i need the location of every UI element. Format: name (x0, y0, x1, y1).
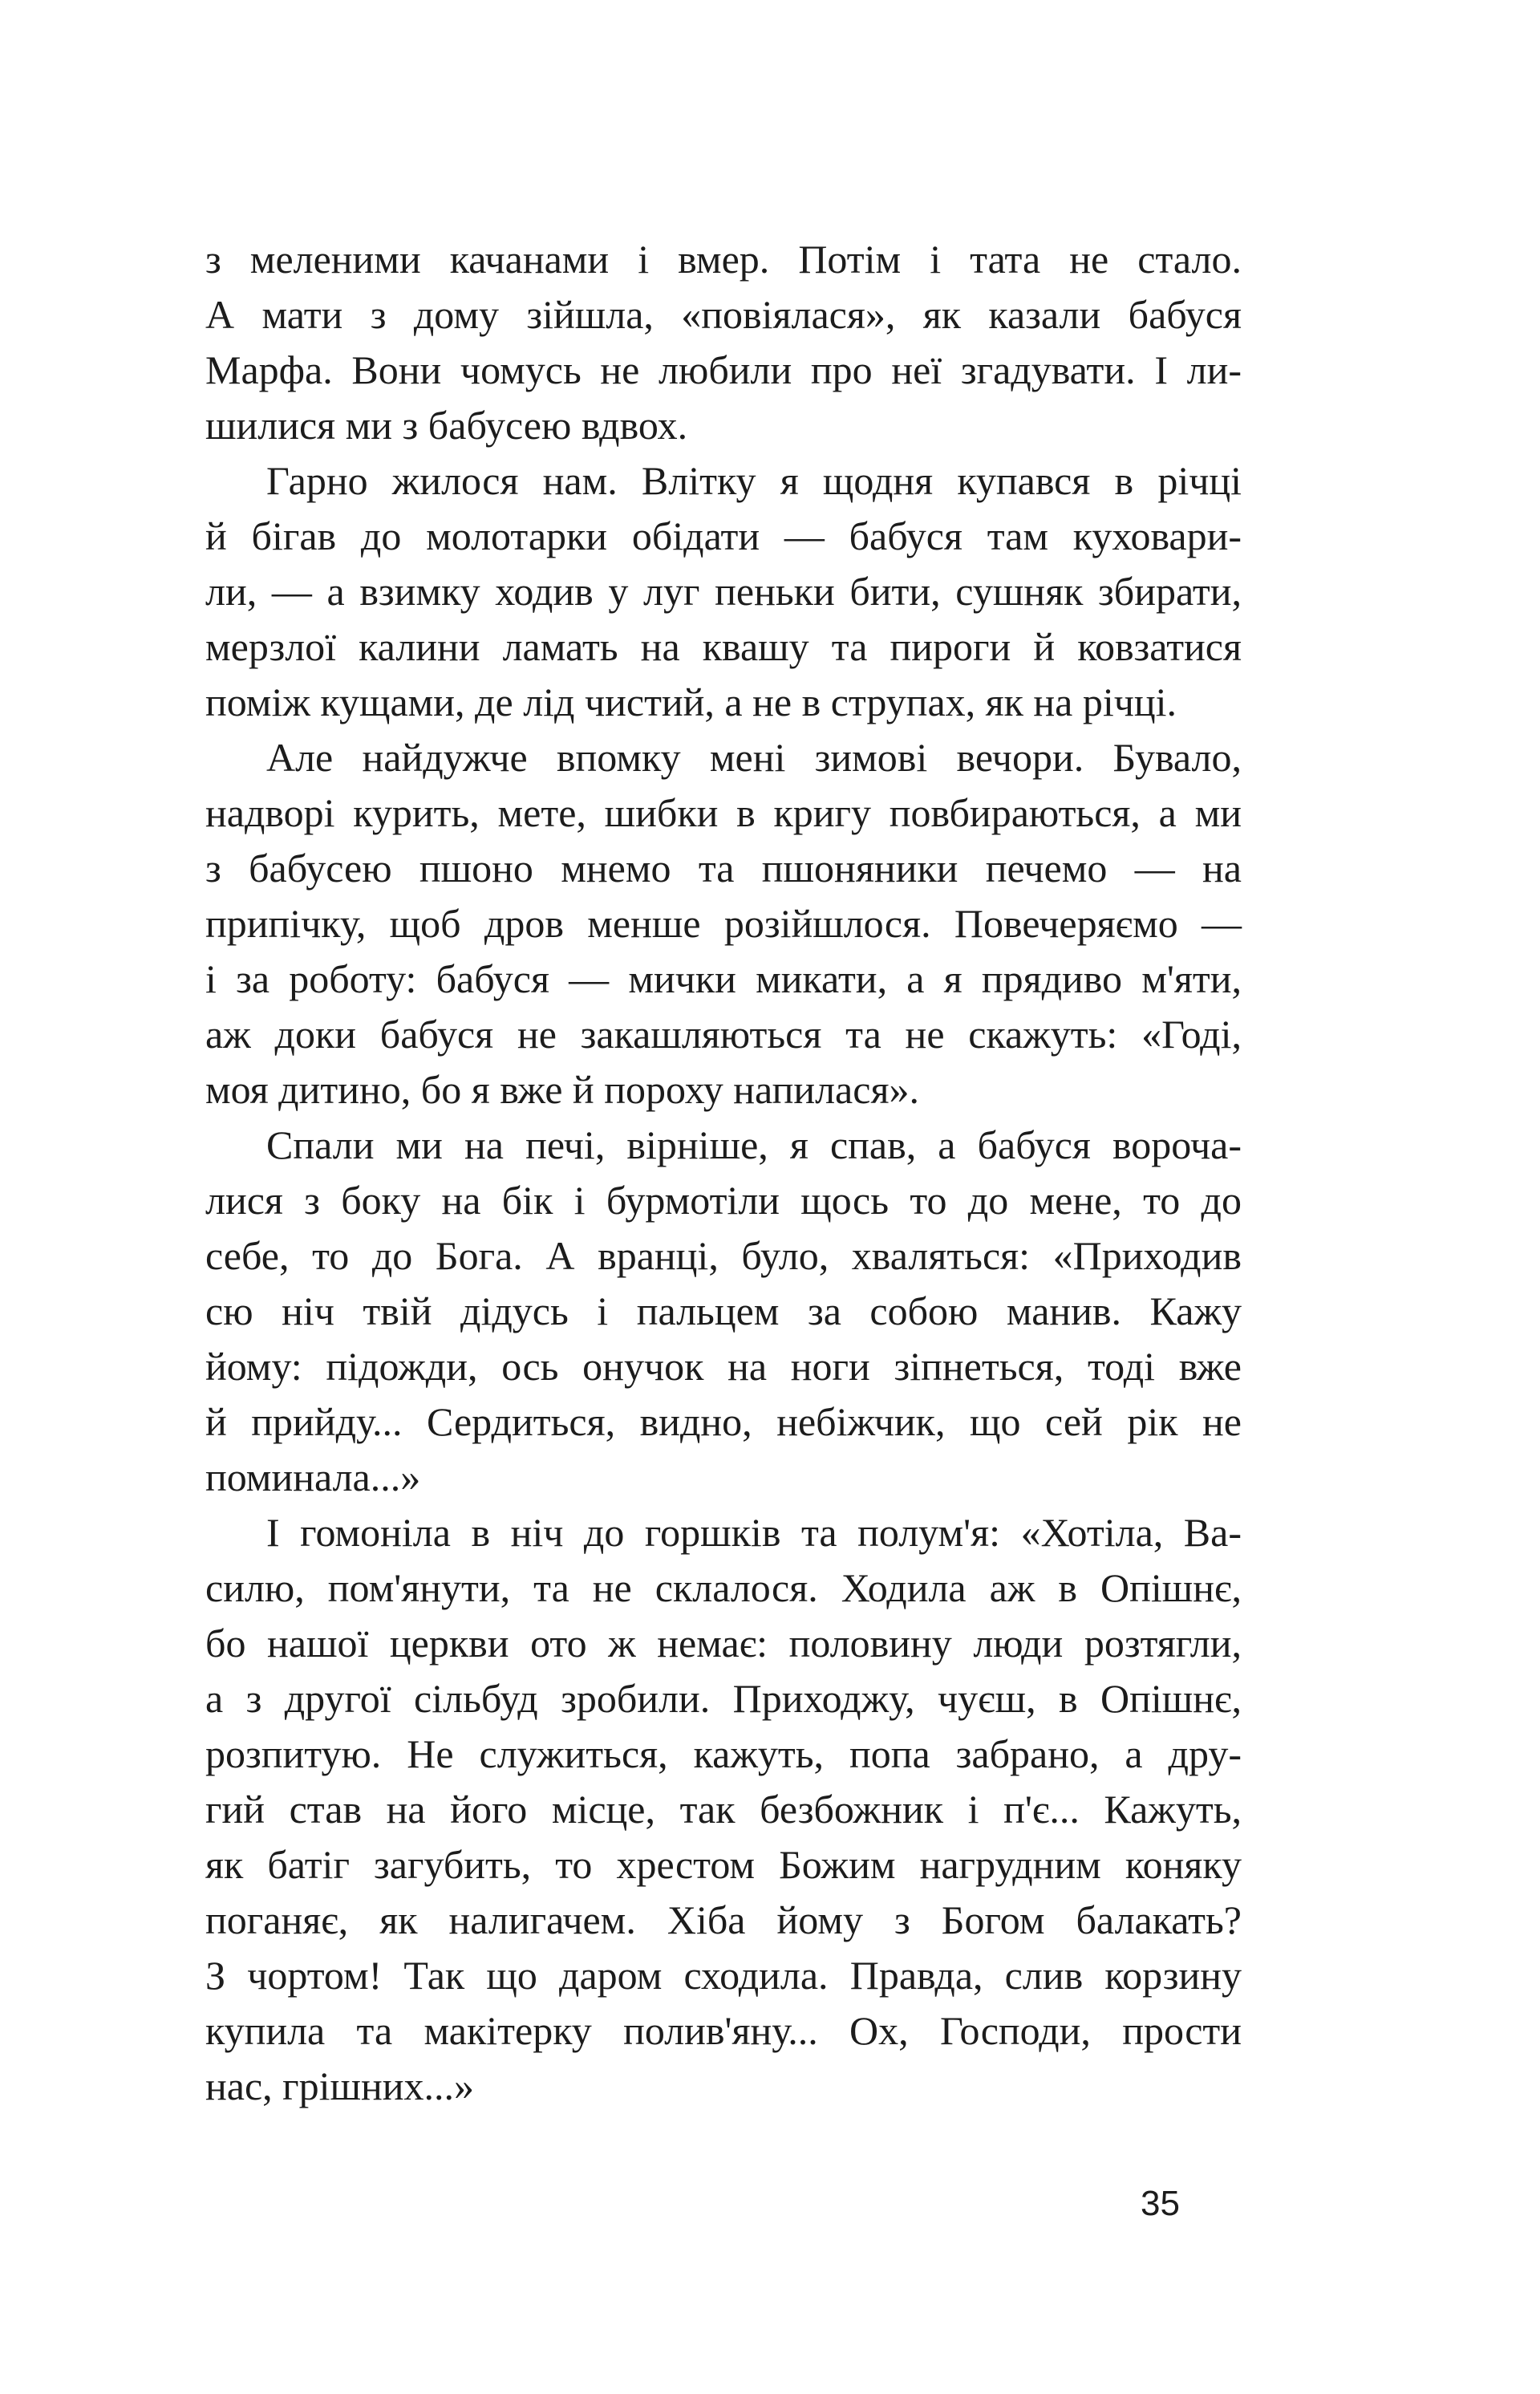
text-line: лися з боку на бік і бурмотіли щось то до мене, то до (205, 1178, 1242, 1223)
text-line: І гомоніла в ніч до горшків та полум'я: «Хотіла, Ва- (266, 1510, 1242, 1555)
text-line: Гарно жилося нам. Влітку я щодня купався в річці (266, 458, 1242, 503)
text-line: поміж кущами, де лід чистий, а не в струпах, як на річці. (205, 680, 1177, 724)
text-line: бо нашої церкви ото ж немає: половину люди розтягли, (205, 1621, 1242, 1666)
text-line: Але найдужче впомку мені зимові вечори. Бувало, (266, 735, 1242, 780)
text-line: ли, — а взимку ходив у луг пеньки бити, сушняк збирати, (205, 569, 1242, 614)
text-line: й бігав до молотарки обідати — бабуся там куховари- (205, 513, 1242, 558)
text-line: надворі курить, мете, шибки в кригу повбираються, а ми (205, 790, 1242, 835)
text-line: йому: підожди, ось онучок на ноги зіпнеться, тоді вже (205, 1344, 1242, 1389)
text-line: гий став на його місце, так безбожник і п'є... Кажуть, (205, 1787, 1242, 1832)
text-line: шилися ми з бабусею вдвох. (205, 403, 688, 448)
text-line: себе, то до Бога. А вранці, було, хваляться: «Приходив (205, 1233, 1242, 1278)
text-line: як батіг загубить, то хрестом Божим нагрудним коняку (205, 1842, 1242, 1887)
text-line: поминала...» (205, 1455, 421, 1499)
body-text (205, 232, 1242, 2114)
text-line: А мати з дому зійшла, «повіялася», як казали бабуся (205, 292, 1242, 337)
text-line: й прийду... Сердиться, видно, небіжчик, що сей рік не (205, 1399, 1242, 1444)
text-line: мерзлої калини ламать на квашу та пироги й ковзатися (205, 624, 1242, 669)
text-line: нас, грішних...» (205, 2063, 475, 2108)
page-number: 35 (1141, 2184, 1180, 2223)
text-line: з бабусею пшоно мнемо та пшоняники печемо — на (205, 846, 1242, 891)
text-line: аж доки бабуся не закашляються та не скажуть: «Годі, (205, 1012, 1242, 1057)
text-line: купила та макітерку полив'яну... Ох, Господи, прости (205, 2008, 1242, 2053)
text-line: поганяє, як налигачем. Хіба йому з Богом балакать? (205, 1897, 1242, 1942)
text-line: сю ніч твій дідусь і пальцем за собою манив. Кажу (205, 1288, 1242, 1333)
text-line: припічку, щоб дров менше розійшлося. Повечеряємо — (205, 901, 1242, 946)
text-line: розпитую. Не служиться, кажуть, попа забрано, а дру- (205, 1731, 1242, 1776)
text-line: силю, пом'янути, та не склалося. Ходила аж в Опішнє, (205, 1565, 1242, 1610)
text-line: Спали ми на печі, вірніше, я спав, а бабуся вороча- (266, 1122, 1242, 1167)
text-line: з меленими качанами і вмер. Потім і тата не стало. (205, 237, 1242, 282)
text-line: і за роботу: бабуся — мички микати, а я прядиво м'яти, (205, 956, 1242, 1001)
text-line: З чортом! Так що даром сходила. Правда, слив корзину (205, 1953, 1242, 1998)
text-line: Марфа. Вони чомусь не любили про неї згадувати. І ли- (205, 347, 1242, 392)
text-line: а з другої сільбуд зробили. Приходжу, чуєш, в Опішнє, (205, 1676, 1242, 1721)
text-line: моя дитино, бо я вже й пороху напилася». (205, 1067, 919, 1112)
